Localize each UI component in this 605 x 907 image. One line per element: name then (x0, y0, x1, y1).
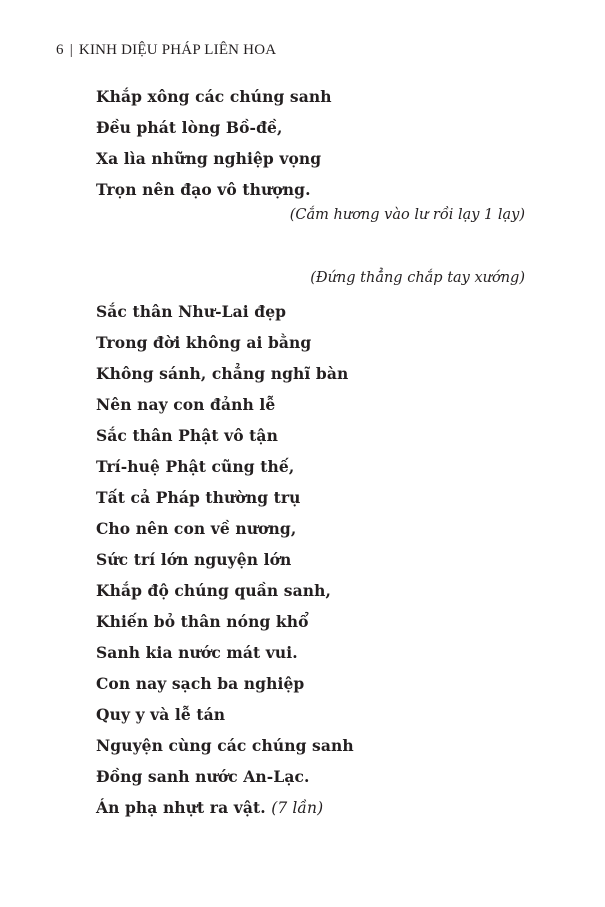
verse-line: Khiến bỏ thân nóng khổ (96, 612, 309, 631)
verse-line: Nên nay con đảnh lễ (96, 395, 276, 414)
verse-line: Sanh kia nước mát vui. (96, 643, 298, 662)
running-header (56, 42, 276, 59)
verse-line: Đều phát lòng Bồ-đề, (96, 118, 283, 137)
mantra-line (96, 792, 354, 823)
verse-line: Khắp xông các chúng sanh (96, 87, 332, 106)
verse-line: Khắp độ chúng quần sanh, (96, 581, 331, 600)
verse-line: Trí-huệ Phật cũng thế, (96, 457, 295, 476)
verse-line: Quy y và lễ tán (96, 705, 226, 724)
book-title: KINH DIỆU PHÁP LIÊN HOA (78, 42, 277, 58)
instruction-stand: (Đứng thẳng chắp tay xướng) (310, 270, 525, 286)
verse-line: Đồng sanh nước An-Lạc. (96, 767, 310, 786)
verse-line: Sức trí lớn nguyện lớn (96, 550, 292, 569)
verse-line: Không sánh, chẳng nghĩ bàn (96, 364, 349, 383)
instruction-incense: (Cắm hương vào lư rồi lạy 1 lạy) (289, 207, 525, 223)
verse-line: Xa lìa những nghiệp vọng (96, 149, 322, 168)
mantra-text: Án phạ nhựt ra vật. (96, 798, 266, 817)
verse-line: Con nay sạch ba nghiệp (96, 674, 305, 693)
verse-line: Tất cả Pháp thường trụ (96, 488, 301, 507)
verse-line: Sắc thân Như-Lai đẹp (96, 302, 287, 321)
repeat-note: (7 lần) (271, 799, 324, 817)
verse-line: Sắc thân Phật vô tận (96, 426, 278, 445)
page-number: 6 (56, 42, 64, 58)
header-separator: | (69, 42, 73, 58)
stanza-1 (96, 81, 332, 205)
verse-line: Trong đời không ai bằng (96, 333, 312, 352)
verse-line: Trọn nên đạo vô thượng. (96, 180, 311, 199)
stanza-2 (96, 296, 354, 823)
verse-line: Cho nên con về nương, (96, 519, 297, 538)
verse-line: Nguyện cùng các chúng sanh (96, 736, 354, 755)
